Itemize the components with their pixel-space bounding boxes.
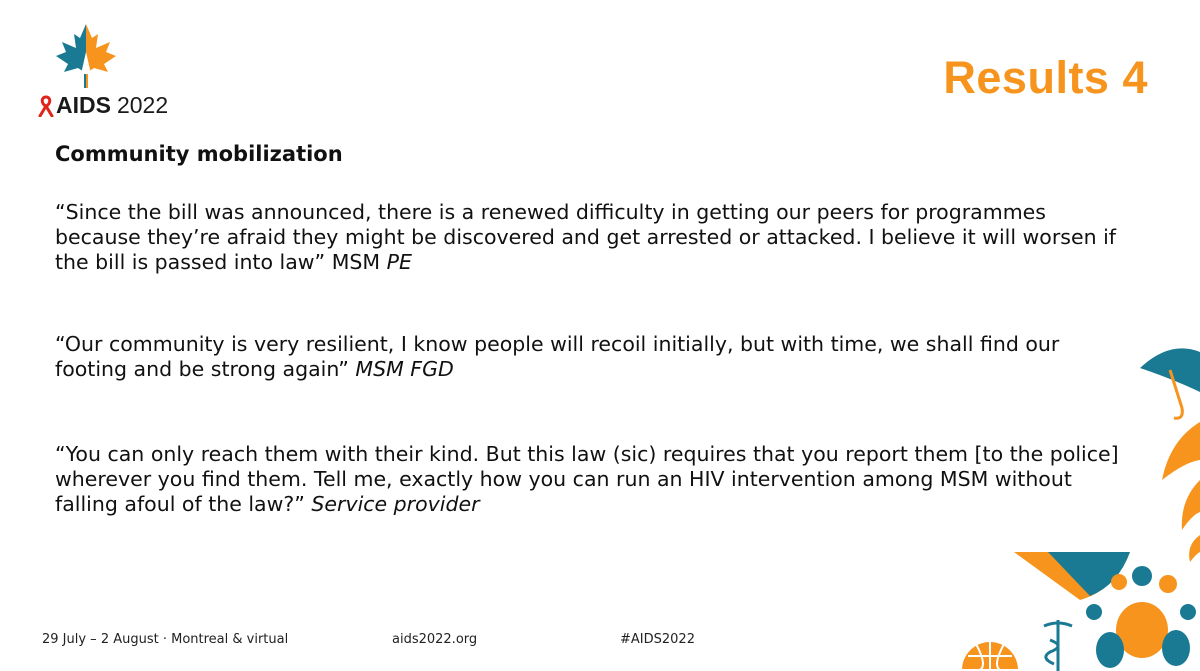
- leaf-shape-icon: [1182, 480, 1200, 530]
- quote-source: MSM FGD: [355, 357, 454, 381]
- footer-website: aids2022.org: [392, 632, 478, 647]
- quote-source: Service provider: [311, 492, 480, 516]
- logo-wordmark: [38, 92, 168, 119]
- leaf-shape-icon: [1162, 422, 1200, 480]
- quote-source: PE: [386, 250, 412, 274]
- quote-text: “Our community is very resilient, I know people will recoil initially, but with time, we shall find our footing and be strong again”: [55, 332, 1060, 381]
- logo-year: 2022: [116, 92, 169, 118]
- quote-text: “You can only reach them with their kind. But this law (sic) requires that you report them [to the police] wherever you find them. Tell me, exactly how you can run an HIV intervention among MSM without falling afoul of the law?”: [55, 442, 1119, 516]
- decorative-graphics: [840, 330, 1200, 671]
- caduceus-icon: [1044, 620, 1072, 671]
- quote-1: [55, 200, 1135, 275]
- conference-logo: [36, 18, 206, 128]
- footer-dates: 29 July – 2 August · Montreal & virtual: [42, 632, 289, 647]
- logo-name: AIDS: [56, 92, 111, 118]
- globe-icon: [962, 642, 1018, 671]
- quote-text: “Since the bill was announced, there is a renewed difficulty in getting our peers for programmes because they’re afraid they might be discovered and get arrested or attacked. I believe it will worsen if the bill is passed into law” MSM: [55, 200, 1116, 274]
- red-ribbon-icon: [38, 95, 54, 117]
- slide-title: Results 4: [943, 52, 1148, 103]
- half-moon-icon: [1014, 552, 1130, 600]
- maple-leaf-icon: [54, 22, 118, 90]
- section-heading: Community mobilization: [55, 142, 343, 166]
- leaf-shape-icon: [1189, 535, 1200, 562]
- umbrella-icon: [1140, 348, 1200, 418]
- footer-hashtag: #AIDS2022: [620, 632, 695, 647]
